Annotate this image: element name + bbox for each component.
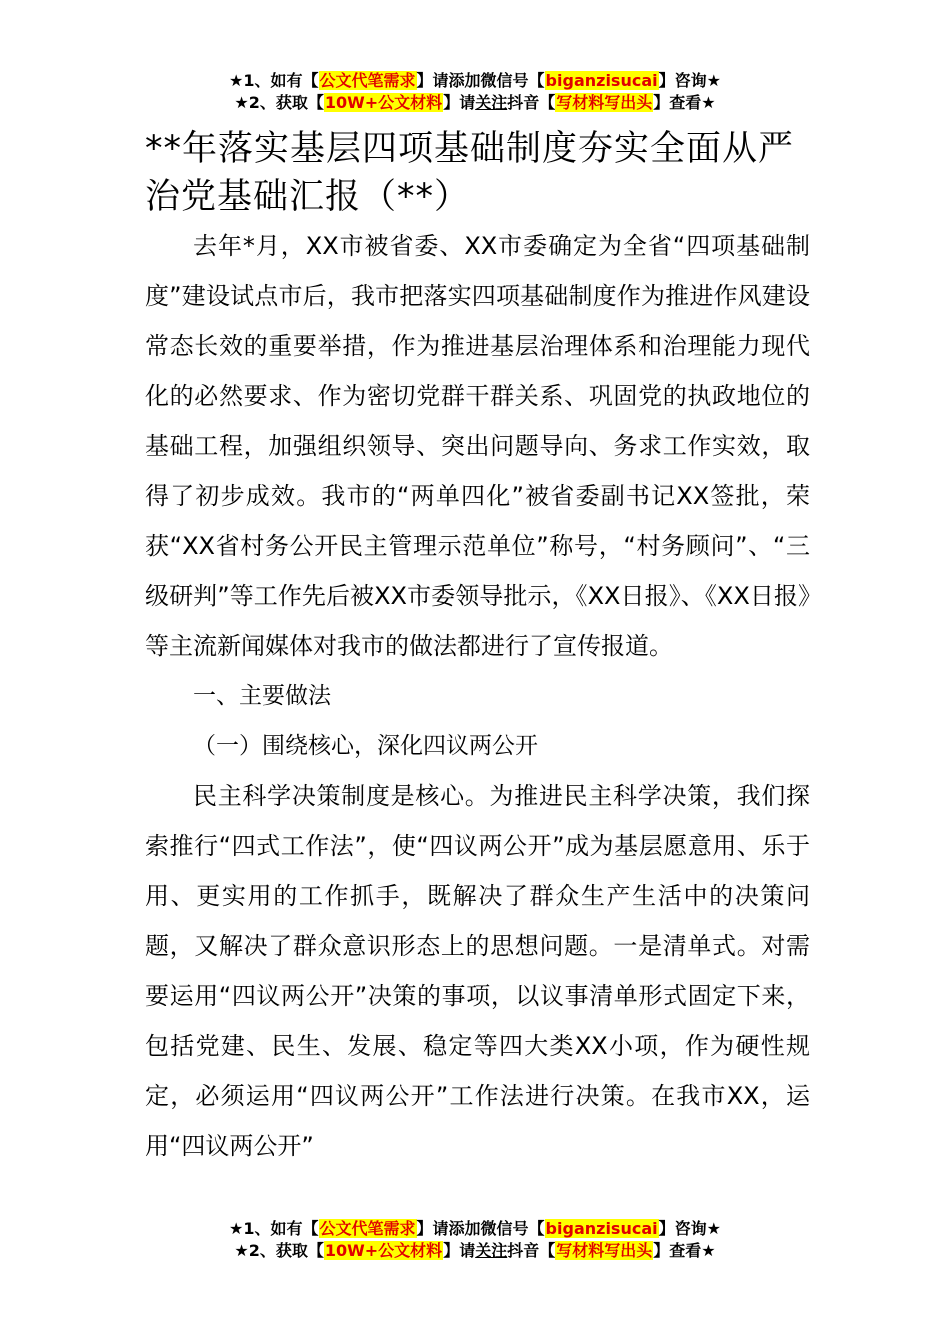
body-paragraph: 民主科学决策制度是核心。为推进民主科学决策，我们探索推行“四式工作法”，使“四议两公开”成为基层愿意用、乐于用、更实用的工作抓手，既解决了群众生产生活中的决策问题，又解决了群众意识形态上的思想问题。一是清单式。对需要运用“四议两公开”决策的事项，以议事清单形式固定下来，包括党建、民生、发展、稳定等四大类XX小项，作为硬性规定，必须运用“四议两公开”工作法进行决策。在我市XX，运用“四议两公开” xyxy=(145,782,810,1160)
highlight-wechat-id: biganzisucai xyxy=(545,71,658,90)
highlight-writing-service: 公文代笔需求 xyxy=(319,71,416,90)
header-banner xyxy=(0,70,950,114)
highlight-douyin-account: 写材料写出头 xyxy=(556,93,653,112)
footer-banner xyxy=(0,1218,950,1262)
highlight-materials: 10W+公文材料 xyxy=(324,1241,443,1260)
banner-line-1: ★1、如有【公文代笔需求】请添加微信号【biganzisucai】咨询★ xyxy=(229,1219,721,1238)
highlight-materials: 10W+公文材料 xyxy=(324,93,443,112)
subsection-heading: （一）围绕核心，深化四议两公开 xyxy=(193,733,538,759)
highlight-writing-service: 公文代笔需求 xyxy=(319,1219,416,1238)
document-title: **年落实基层四项基础制度夯实全面从严治党基础汇报（**） xyxy=(145,129,795,217)
banner-line-2: ★2、获取【10W+公文材料】请关注抖音【写材料写出头】查看★ xyxy=(234,93,716,112)
banner-line-2: ★2、获取【10W+公文材料】请关注抖音【写材料写出头】查看★ xyxy=(234,1241,716,1260)
intro-paragraph: 去年*月，XX市被省委、XX市委确定为全省“四项基础制度”建设试点市后，我市把落实四项基础制度作为推进作风建设常态长效的重要举措，作为推进基层治理体系和治理能力现代化的必然要求、作为密切党群干群关系、巩固党的执政地位的基础工程，加强组织领导、突出问题导向、务求工作实效，取得了初步成效。我市的“两单四化”被省委副书记XX签批，荣获“XX省村务公开民主管理示范单位”称号，“村务顾问”、“三级研判”等工作先后被XX市委领导批示，《XX日报》、《XX日报》等主流新闻媒体对我市的做法都进行了宣传报道。 xyxy=(145,232,810,660)
banner-line-1: ★1、如有【公文代笔需求】请添加微信号【biganzisucai】咨询★ xyxy=(229,71,721,90)
section-heading: 一、主要做法 xyxy=(193,683,331,709)
highlight-wechat-id: biganzisucai xyxy=(545,1219,658,1238)
document-body xyxy=(145,125,810,1171)
highlight-douyin-account: 写材料写出头 xyxy=(556,1241,653,1260)
